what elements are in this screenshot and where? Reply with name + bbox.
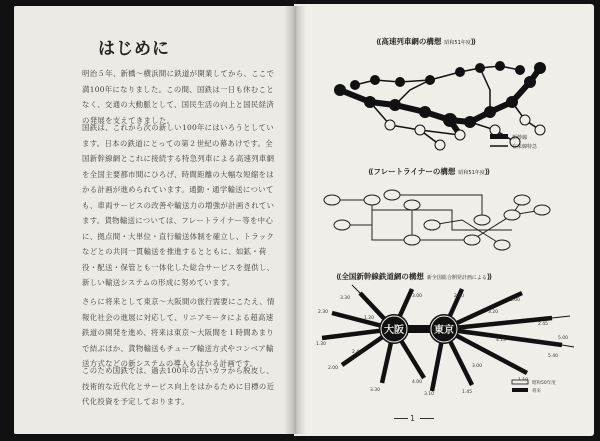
high-speed-network-map <box>330 50 560 160</box>
svg-text:1.20: 1.20 <box>364 316 375 321</box>
node-city <box>384 190 400 200</box>
node-city <box>334 220 350 230</box>
node-city <box>515 65 525 75</box>
node-city <box>395 77 405 87</box>
node-city <box>324 195 340 205</box>
svg-text:5.00: 5.00 <box>558 336 569 341</box>
hub-tokyo-label: 東京 <box>434 325 454 336</box>
node-city <box>495 61 505 71</box>
node-city <box>404 200 420 210</box>
node-city <box>435 140 445 150</box>
figure3-legend <box>512 379 556 394</box>
node-city <box>520 115 530 125</box>
node-city <box>415 125 425 135</box>
node-city <box>534 62 546 74</box>
paragraph-3: さらに将来として東京〜大阪間の旅行需要にこたえ、情報化社会の進展に対応して、リニアモータによる超高速鉄道の開発を進め、将来は東京〜大阪間を１時間あまりで結ぶほか、貨物輸送もチューブ輸送方式やコンベア輸送方式などの新システムの導入もはかる計画です。 <box>82 297 275 368</box>
svg-text:3.30: 3.30 <box>370 388 381 393</box>
node-city <box>464 116 476 128</box>
node-city <box>455 67 465 77</box>
node-city <box>514 195 530 205</box>
page-number-rule-right <box>420 418 434 419</box>
node-city <box>464 235 480 245</box>
svg-text:3.10: 3.10 <box>424 392 435 397</box>
page-heading: はじめに <box>98 39 170 59</box>
figure3-title: ⟪全国新幹線鉄道網の構想 新全国総合開発計画による⟫ <box>336 272 493 281</box>
figure2-title: ⟪フレートライナーの構想 昭和51年度⟫ <box>368 167 491 176</box>
svg-text:昭和50年度: 昭和50年度 <box>532 381 556 386</box>
svg-text:2.00: 2.00 <box>328 366 339 371</box>
paragraph-4: このため国鉄では、過去100年の古いカラから脱皮し、技術的な近代化とサービス向上をはかるために目標の近代化投資を予定しております。 <box>82 366 275 406</box>
node-city <box>490 125 500 135</box>
svg-text:3.00: 3.00 <box>472 364 483 369</box>
svg-text:1.45: 1.45 <box>462 390 473 395</box>
node-city <box>534 205 550 215</box>
svg-text:2.40: 2.40 <box>352 350 363 355</box>
book-spine <box>284 6 306 434</box>
node-city <box>364 195 380 205</box>
node-city <box>443 113 457 127</box>
node-city <box>350 80 360 90</box>
svg-text:4.00: 4.00 <box>412 380 423 385</box>
svg-text:新幹線: 新幹線 <box>512 135 528 141</box>
node-city <box>455 130 465 140</box>
svg-text:2.45: 2.45 <box>538 322 549 327</box>
node-city <box>385 120 395 130</box>
node-city <box>494 240 510 250</box>
node-city <box>474 215 490 225</box>
node-city <box>419 106 431 118</box>
node-city <box>334 84 346 96</box>
svg-text:4.15: 4.15 <box>496 338 507 343</box>
paragraph-1: 明治５年、新橋〜横浜間に鉄道が開業してから、ここで満100年になりました。この間、国鉄は一日も休むことなく、交通の大動脈として、国民生活の向上と国民経済の発展を支えてきました。 <box>82 69 275 125</box>
node-city <box>524 76 536 88</box>
page-number-rule-left <box>394 418 408 419</box>
svg-text:在来線特急: 在来線特急 <box>512 144 538 150</box>
svg-text:3.00: 3.00 <box>412 294 423 299</box>
node-city <box>370 75 380 85</box>
svg-text:5.40: 5.40 <box>548 354 559 359</box>
node-city <box>424 220 440 230</box>
svg-text:2.00: 2.00 <box>454 294 465 299</box>
svg-text:3.00: 3.00 <box>510 298 521 303</box>
node-city <box>364 96 376 108</box>
node-city <box>506 96 518 108</box>
node-city <box>389 99 401 111</box>
shinkansen-radial-diagram <box>312 283 584 398</box>
node-city <box>484 106 496 118</box>
svg-text:2.30: 2.30 <box>318 310 329 315</box>
freight-liner-map <box>312 180 562 260</box>
paragraph-2: 国鉄は、これから次の新しい100年にはいろうとしています。日本の鉄道にとっての第２世紀の幕あけです。全国新幹線網とこれに接続する特急列車による高速列車網を全国主要都市間にひろげ、時間距離の大幅な短縮をはかる計画が進められています。通勤・通学輸送についても、車両サービスの改善や輸送力の増強が計画されています。貨物輸送については、フレートライナー等を中心に、拠点間・大単位・直行輸送体制を確立し、トラックなどとの共同一貫輸送を推進するとともに、如鉱・荷役・配送・保管とも一体化した総合サービスを提供し、新しい輸送システムの形成に努めています。 <box>82 123 275 287</box>
node-city <box>404 235 420 245</box>
node-city <box>425 75 435 85</box>
svg-text:将来: 将来 <box>532 389 541 394</box>
node-city <box>504 210 520 220</box>
page-number: 1 <box>410 414 416 423</box>
svg-text:3.20: 3.20 <box>488 310 499 315</box>
figure1-title: ⟪高速列車網の構想 昭和51年度⟫ <box>376 37 477 46</box>
node-city <box>535 125 545 135</box>
svg-text:3.30: 3.30 <box>340 296 351 301</box>
hub-osaka-label: 大阪 <box>384 325 404 336</box>
svg-text:1.30: 1.30 <box>316 342 327 347</box>
node-city <box>475 63 485 73</box>
